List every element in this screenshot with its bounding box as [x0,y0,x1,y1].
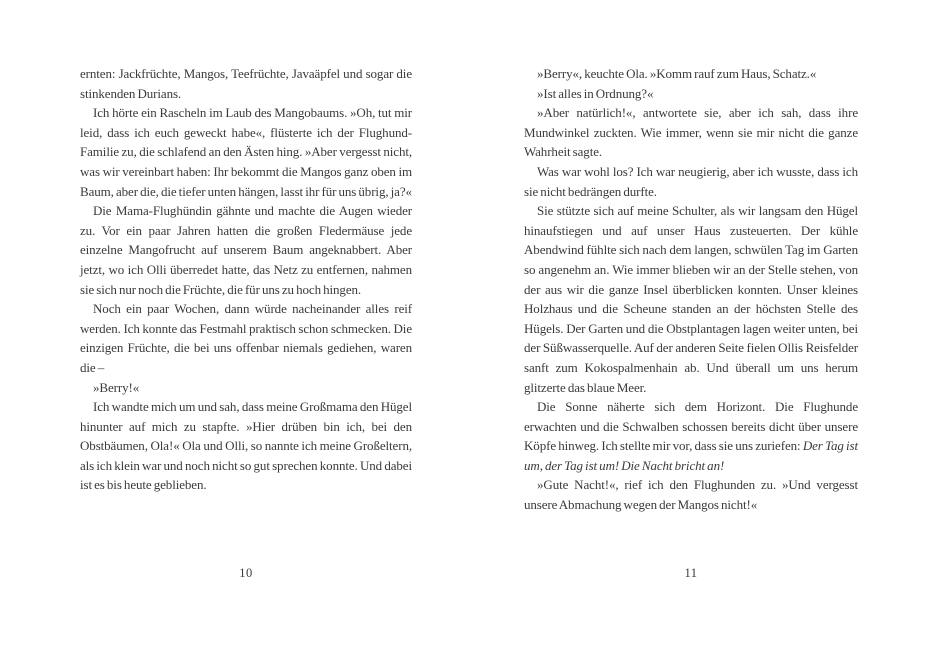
text-segment: Noch ein paar Wochen, dann würde nacheinander alles reif werden. Ich konnte das Festmahl praktisch schon schmecken. Die einzigen Früchte, die bei uns offenbar niemals gediehen, waren die – [80,301,412,375]
paragraph [524,397,858,475]
text-segment: »Berry«, keuchte Ola. »Komm rauf zum Haus, Schatz.« [537,66,817,81]
text-segment: Ich wandte mich um und sah, dass meine Großmama den Hügel hinunter auf mich zu stapfte. »Hier drüben bin ich, bei den Obstbäumen, Ola!« Ola und Olli, so nannte ich meine Großeltern, als ich klein war und noch nicht so gut sprechen konnte. Und dabei ist es bis heute geblieben. [80,399,412,493]
text-segment: »Aber natürlich!«, antwortete sie, aber ich sah, dass ihre Mundwinkel zuckten. Wie immer, wenn sie mir nicht die ganze Wahrheit sagte. [524,105,858,160]
page-number: 10 [239,566,253,580]
paragraph [80,397,412,495]
paragraph [524,84,858,104]
page-right [473,0,946,648]
text-segment: »Ist alles in Ordnung?« [537,85,654,101]
text-segment: Sie stützte sich auf meine Schulter, als wir langsam den Hügel hinaufstiegen und auf unser Haus zusteuerten. Der kühle Abendwind fühlte sich nach dem langen, schwülen Tag im Garten so angenehm an. Wie immer blieben wir an der Stelle stehen, von der aus wir die ganze Insel überblicken konnten. Unser kleines Holzhaus und die Scheune standen an der höchsten Stelle des Hügels. Der Garten und die Obstplantagen lagen weiter unten, bei der Süßwasserquelle. Auf der anderen Seite fielen Ollis Reisfelder sanft zum Kokospalmenhain ab. Und überall um uns herum glitzerte das blaue Meer. [524,203,858,395]
text-segment: »Gute Nacht!«, rief ich den Flughunden zu. »Und vergesst unsere Abmachung wegen der Mangos nicht!« [524,477,858,513]
paragraph [524,475,858,514]
page-number: 11 [684,566,698,580]
text-segment: »Berry!« [93,379,140,395]
page-text-column [80,64,412,495]
paragraph [80,103,412,201]
paragraph [524,64,858,84]
paragraph [524,201,858,397]
paragraph [80,378,412,398]
paragraph [80,201,412,299]
paragraph [80,64,412,103]
page-text-column [524,64,858,515]
text-segment: ernten: Jackfrüchte, Mangos, Teefrüchte, Javaäpfel und sogar die stinkenden Durians. [80,66,412,101]
paragraph [524,103,858,162]
text-segment: Die Sonne näherte sich dem Horizont. Die Flughunde erwachten und die Schwalben schossen bereits dicht über unsere Köpfe hinweg. Ich stellte mir vor, dass sie uns zuriefen: [524,399,858,454]
text-segment: Ich hörte ein Rascheln im Laub des Mangobaums. »Oh, tut mir leid, dass ich euch geweckt habe«, flüsterte ich der Flughund-Familie zu, die schlafend an den Ästen hing. »Aber vergesst nicht, was wir vereinbart haben: Ihr bekommt die Mangos ganz oben im Baum, aber die, die tiefer unten hängen, lasst ihr für uns übrig, ja?« [80,105,412,199]
text-segment: Was war wohl los? Ich war neugierig, aber ich wusste, dass ich sie nicht bedrängen durfte. [524,163,858,199]
paragraph [80,299,412,377]
text-segment: Die Mama-Flughündin gähnte und machte die Augen wieder zu. Vor ein paar Jahren hatten die großen Fledermäuse jede einzelne Mangofrucht auf unserem Baum angeknabbert. Aber jetzt, wo ich Olli überredet hatte, das Netz zu entfernen, nahmen sie sich nur noch die Früchte, die für uns zu hoch hingen. [80,203,412,297]
italic-phrase: Der Tag ist um, der Tag ist um! Die Nacht bricht an! [524,438,859,473]
paragraph [524,162,858,201]
